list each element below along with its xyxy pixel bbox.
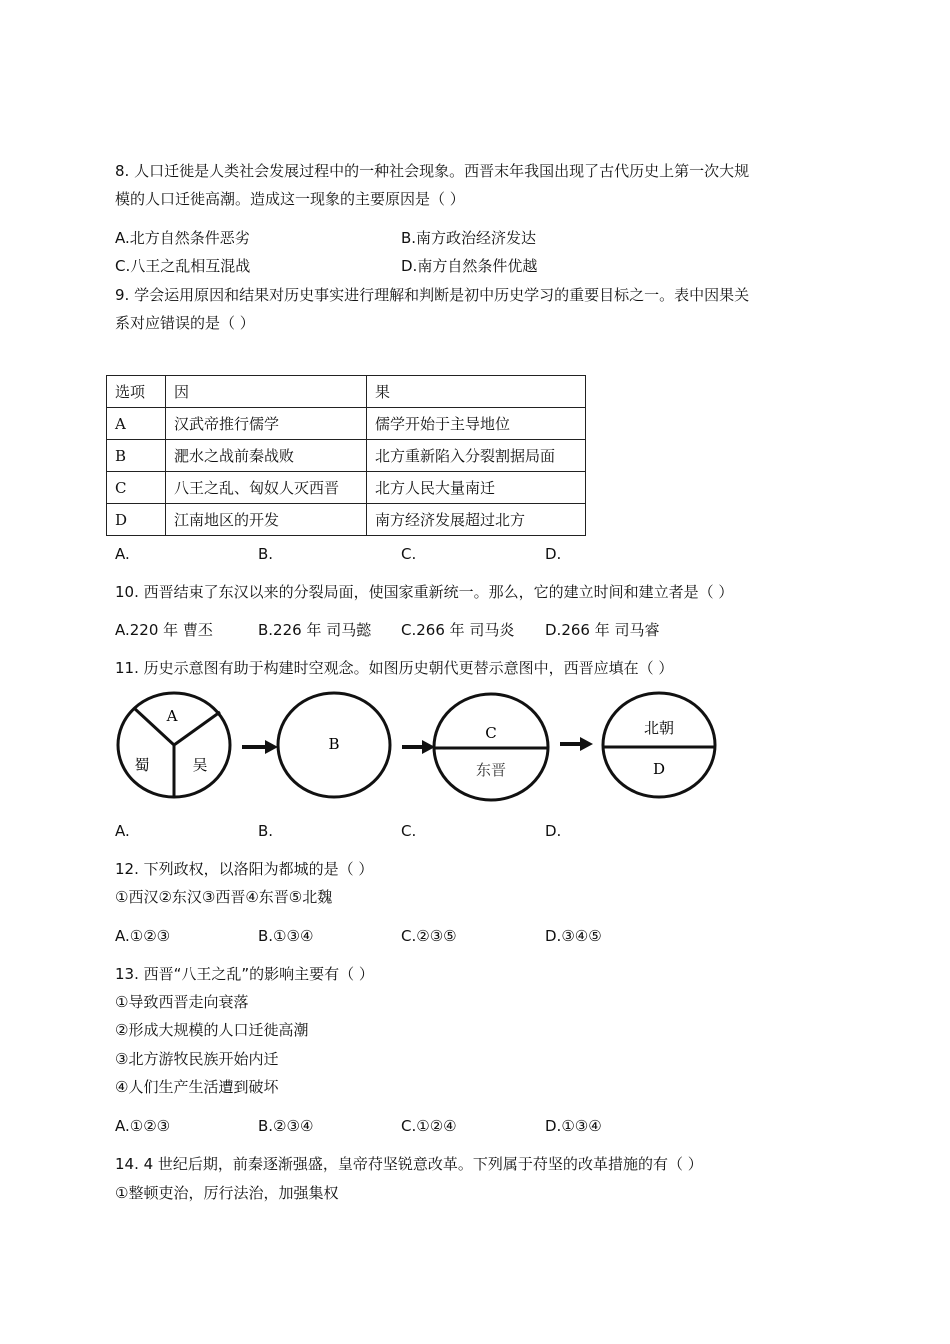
- circle2-label: B: [328, 735, 340, 753]
- table-row: [107, 504, 586, 536]
- circle4-label-top: 北朝: [643, 719, 675, 737]
- circle3-label-bottom: 东晋: [475, 761, 507, 779]
- table-cell: 江南地区的开发: [166, 504, 367, 536]
- q11-option-c[interactable]: C.: [401, 822, 417, 840]
- q8-stem-line1: 8. 人口迁徙是人类社会发展过程中的一种社会现象。西晋末年我国出现了古代历史上第一次大规: [115, 162, 750, 180]
- q13-item-4: ④人们生产生活遭到破坏: [115, 1078, 279, 1096]
- dynasty-succession-diagram: [112, 690, 732, 810]
- q13-option-a[interactable]: A.①②③: [115, 1117, 171, 1135]
- q11-option-b[interactable]: B.: [258, 822, 274, 840]
- q8-option-b[interactable]: B.南方政治经济发达: [401, 229, 537, 247]
- q12-option-c[interactable]: C.②③⑤: [401, 927, 457, 945]
- q13-option-d[interactable]: D.①③④: [545, 1117, 602, 1135]
- q11-option-d[interactable]: D.: [545, 822, 562, 840]
- q12-option-b[interactable]: B.①③④: [258, 927, 314, 945]
- circle-northern-dynasties: [603, 693, 715, 797]
- table-cell: 北方人民大量南迁: [367, 472, 586, 504]
- table-cell: 南方经济发展超过北方: [367, 504, 586, 536]
- q9-stem-line2: 系对应错误的是（ ）: [115, 314, 255, 332]
- table-cell: 北方重新陷入分裂割据局面: [367, 440, 586, 472]
- circle-three-kingdoms: [118, 693, 230, 797]
- arrow-right-icon: [402, 740, 435, 754]
- table-header-cell: 选项: [107, 376, 166, 408]
- q13-item-1: ①导致西晋走向衰落: [115, 993, 249, 1011]
- q8-stem-line2: 模的人口迁徙高潮。造成这一现象的主要原因是（ ）: [115, 190, 465, 208]
- q10-option-b[interactable]: B.226 年 司马懿: [258, 621, 372, 639]
- q13-stem: 13. 西晋“八王之乱”的影响主要有（ ）: [115, 965, 374, 983]
- q12-stem: 12. 下列政权，以洛阳为都城的是（ ）: [115, 860, 374, 878]
- q10-option-a[interactable]: A.220 年 曹丕: [115, 621, 213, 639]
- q13-item-2: ②形成大规模的人口迁徙高潮: [115, 1021, 309, 1039]
- q8-option-c[interactable]: C.八王之乱相互混战: [115, 257, 251, 275]
- q10-stem: 10. 西晋结束了东汉以来的分裂局面，使国家重新统一。那么，它的建立时间和建立者是（ ）: [115, 583, 734, 601]
- q13-option-b[interactable]: B.②③④: [258, 1117, 314, 1135]
- circle1-label-right: 吴: [192, 756, 208, 774]
- table-header-cell: 因: [166, 376, 367, 408]
- table-cell: D: [107, 504, 166, 536]
- table-cell: 汉武帝推行儒学: [166, 408, 367, 440]
- q11-stem: 11. 历史示意图有助于构建时空观念。如图历史朝代更替示意图中，西晋应填在（ ）: [115, 659, 674, 677]
- table-cell: B: [107, 440, 166, 472]
- table-cell: C: [107, 472, 166, 504]
- q13-item-3: ③北方游牧民族开始内迁: [115, 1050, 279, 1068]
- q12-choices: ①西汉②东汉③西晋④东晋⑤北魏: [115, 888, 333, 906]
- q14-stem: 14. 4 世纪后期，前秦逐渐强盛，皇帝苻坚锐意改革。下列属于苻坚的改革措施的有（ ）: [115, 1155, 703, 1173]
- q9-option-d[interactable]: D.: [545, 545, 562, 563]
- q8-option-a[interactable]: A.北方自然条件恶劣: [115, 229, 250, 247]
- q12-option-d[interactable]: D.③④⑤: [545, 927, 602, 945]
- q9-cause-effect-table: [106, 375, 586, 536]
- q10-option-c[interactable]: C.266 年 司马炎: [401, 621, 515, 639]
- q9-stem-line1: 9. 学会运用原因和结果对历史事实进行理解和判断是初中历史学习的重要目标之一。表中因果关: [115, 286, 750, 304]
- circle-b: [278, 693, 390, 797]
- q14-item-1: ①整顿吏治，厉行法治，加强集权: [115, 1184, 339, 1202]
- table-cell: 八王之乱、匈奴人灭西晋: [166, 472, 367, 504]
- circle-c-eastern-jin: [434, 694, 548, 800]
- circle3-label-top: C: [485, 724, 497, 742]
- table-header-row: [107, 376, 586, 408]
- table-cell: A: [107, 408, 166, 440]
- arrow-right-icon: [560, 737, 593, 751]
- q13-option-c[interactable]: C.①②④: [401, 1117, 457, 1135]
- circle4-label-bottom: D: [652, 760, 666, 778]
- table-cell: 儒学开始于主导地位: [367, 408, 586, 440]
- q8-option-d[interactable]: D.南方自然条件优越: [401, 257, 538, 275]
- q12-option-a[interactable]: A.①②③: [115, 927, 171, 945]
- q11-option-a[interactable]: A.: [115, 822, 130, 840]
- table-header-cell: 果: [367, 376, 586, 408]
- circle1-label-left: 蜀: [134, 756, 150, 774]
- table-cell: 淝水之战前秦战败: [166, 440, 367, 472]
- arrow-right-icon: [242, 740, 278, 754]
- table-row: [107, 408, 586, 440]
- circle1-label-top: A: [166, 707, 178, 725]
- q10-option-d[interactable]: D.266 年 司马睿: [545, 621, 660, 639]
- table-row: [107, 472, 586, 504]
- q9-option-c[interactable]: C.: [401, 545, 417, 563]
- q9-option-a[interactable]: A.: [115, 545, 130, 563]
- q9-option-b[interactable]: B.: [258, 545, 274, 563]
- table-row: [107, 440, 586, 472]
